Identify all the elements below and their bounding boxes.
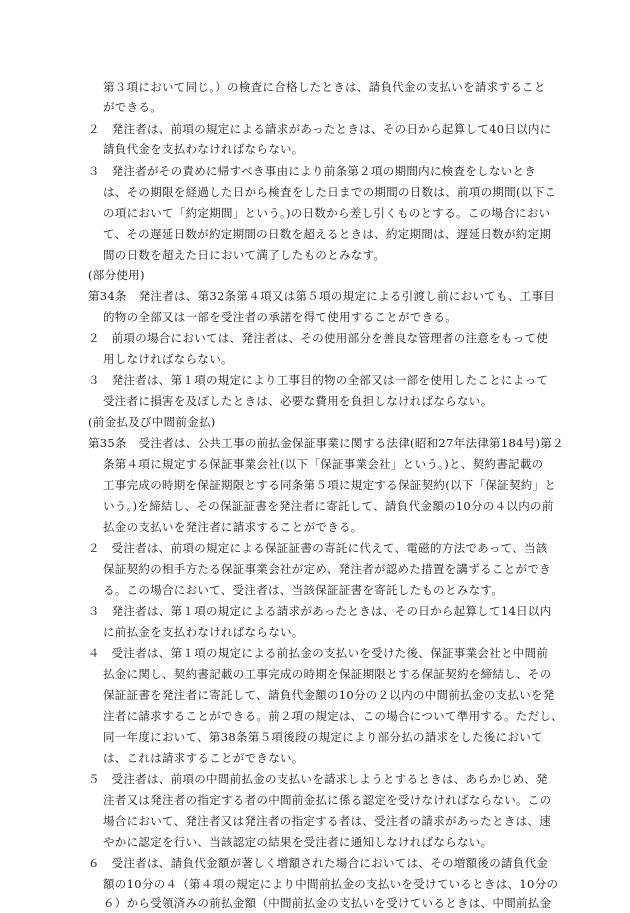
text-line: ３ 発注者は、第１項の規定による請求があったときは、その日から起算して14日以内 bbox=[88, 604, 552, 618]
text-line: 同一年度において、第38条第５項後段の規定により部分払の請求をした後において bbox=[103, 730, 543, 744]
text-line: 保証契約の相手方たる保証事業会社が定め、発注者が認めた措置を講ずることができ bbox=[103, 562, 551, 576]
section-heading: (前金払及び中間前金払) bbox=[88, 415, 216, 429]
text-line: 請負代金を支払わなければならない。 bbox=[103, 142, 304, 156]
text-line: 第３項において同じ。）の検査に合格したときは、請負代金の支払いを請求すること bbox=[103, 80, 546, 94]
article-34-title: 第34条 発注者は、第32条第４項又は第５項の規定による引渡し前においても、工事目 bbox=[88, 289, 556, 303]
text-line: る。この場合において、受注者は、当該保証証書を寄託したものとみなす。 bbox=[103, 583, 504, 597]
text-line: 受注者に損害を及ぼしたときは、必要な費用を負担しなければならない。 bbox=[103, 394, 493, 408]
section-heading: (部分使用) bbox=[88, 268, 145, 282]
text-line: 払金に関し、契約書記載の工事完成の時期を保証期限とする保証契約を締結し、その bbox=[103, 667, 552, 681]
text-line: ３ 発注者がその責めに帰すべき事由により前条第２項の期間内に検査をしないとき bbox=[88, 164, 537, 178]
text-line: 条第４項に規定する保証事業会社(以下「保証事業会社」という。)と、契約書記載の bbox=[103, 457, 544, 471]
article-35-title: 第35条 受注者は、公共工事の前払金保証事業に関する法律(昭和27年法律第184号)第２ bbox=[88, 436, 564, 450]
text-line: やかに認定を行い、当該認定の結果を受注者に通知しなければならない。 bbox=[103, 835, 493, 849]
text-line: 用しなければならない。 bbox=[103, 352, 233, 366]
text-line: ２ 発注者は、前項の規定による請求があったときは、その日から起算して40日以内に bbox=[88, 122, 552, 136]
text-line: て、その遅延日数が約定期間の日数を超えるときは、約定期間は、遅延日数が約定期 bbox=[103, 227, 552, 241]
text-line: ２ 前項の場合においては、発注者は、その使用部分を善良な管理者の注意をもって使 bbox=[88, 331, 549, 345]
text-line: 的物の全部又は一部を受注者の承諾を得て使用することができる。 bbox=[103, 310, 457, 324]
text-line: いう。)を締結し、その保証証書を発注者に寄託して、請負代金額の10分の４以内の前 bbox=[103, 499, 554, 513]
text-line: ２ 受注者は、前項の規定による保証証書の寄託に代えて、電磁的方法であって、当該 bbox=[88, 541, 548, 555]
text-line: ６）から受領済みの前払金額（中間前払金の支払いを受けているときは、中間前払金 bbox=[103, 896, 552, 910]
text-line: に前払金を支払わなければならない。 bbox=[103, 625, 304, 639]
text-line: ４ 受注者は、第１項の規定による前払金の支払いを受けた後、保証事業会社と中間前 bbox=[88, 646, 549, 660]
text-line: ５ 受注者は、前項の中間前払金の支払いを請求しようとするときは、あらかじめ、発 bbox=[88, 772, 548, 786]
text-line: ３ 発注者は、第１項の規定により工事目的物の全部又は一部を使用したことによって bbox=[88, 373, 549, 387]
text-line: 注者又は発注者の指定する者の中間前金払に係る認定を受けなければならない。この bbox=[103, 793, 552, 807]
text-line: 注者に請求することができる。前２項の規定は、この場合について準用する。ただし、 bbox=[103, 709, 563, 723]
text-line: 間の日数を超えた日において満了したものとみなす。 bbox=[103, 248, 386, 262]
text-line: 保証証書を発注者に寄託して、請負代金額の10分の２以内の中間前払金の支払いを発 bbox=[103, 688, 555, 702]
text-line: ができる。 bbox=[103, 100, 162, 114]
text-line: ６ 受注者は、請負代金額が著しく増額された場合においては、その増額後の請負代金 bbox=[88, 856, 549, 870]
text-line: 工事完成の時期を保証期限とする同条第５項に規定する保証契約(以下「保証契約」と bbox=[103, 478, 557, 492]
text-line: は、その期限を経過した日から検査をした日までの期間の日数は、前項の期間(以下こ bbox=[103, 185, 557, 199]
text-line: の項において「約定期間」という。)の日数から差し引くものとする。この場合におい bbox=[103, 206, 551, 220]
text-line: は、これは請求することができない。 bbox=[103, 751, 304, 765]
text-line: 額の10分の４（第４項の規定により中間前払金の支払いを受けているときは、10分の bbox=[103, 877, 559, 891]
text-line: 場合において、発注者又は発注者の指定する者は、受注者の請求があったときは、速 bbox=[103, 814, 552, 828]
text-line: 払金の支払いを発注者に請求することができる。 bbox=[103, 520, 363, 534]
